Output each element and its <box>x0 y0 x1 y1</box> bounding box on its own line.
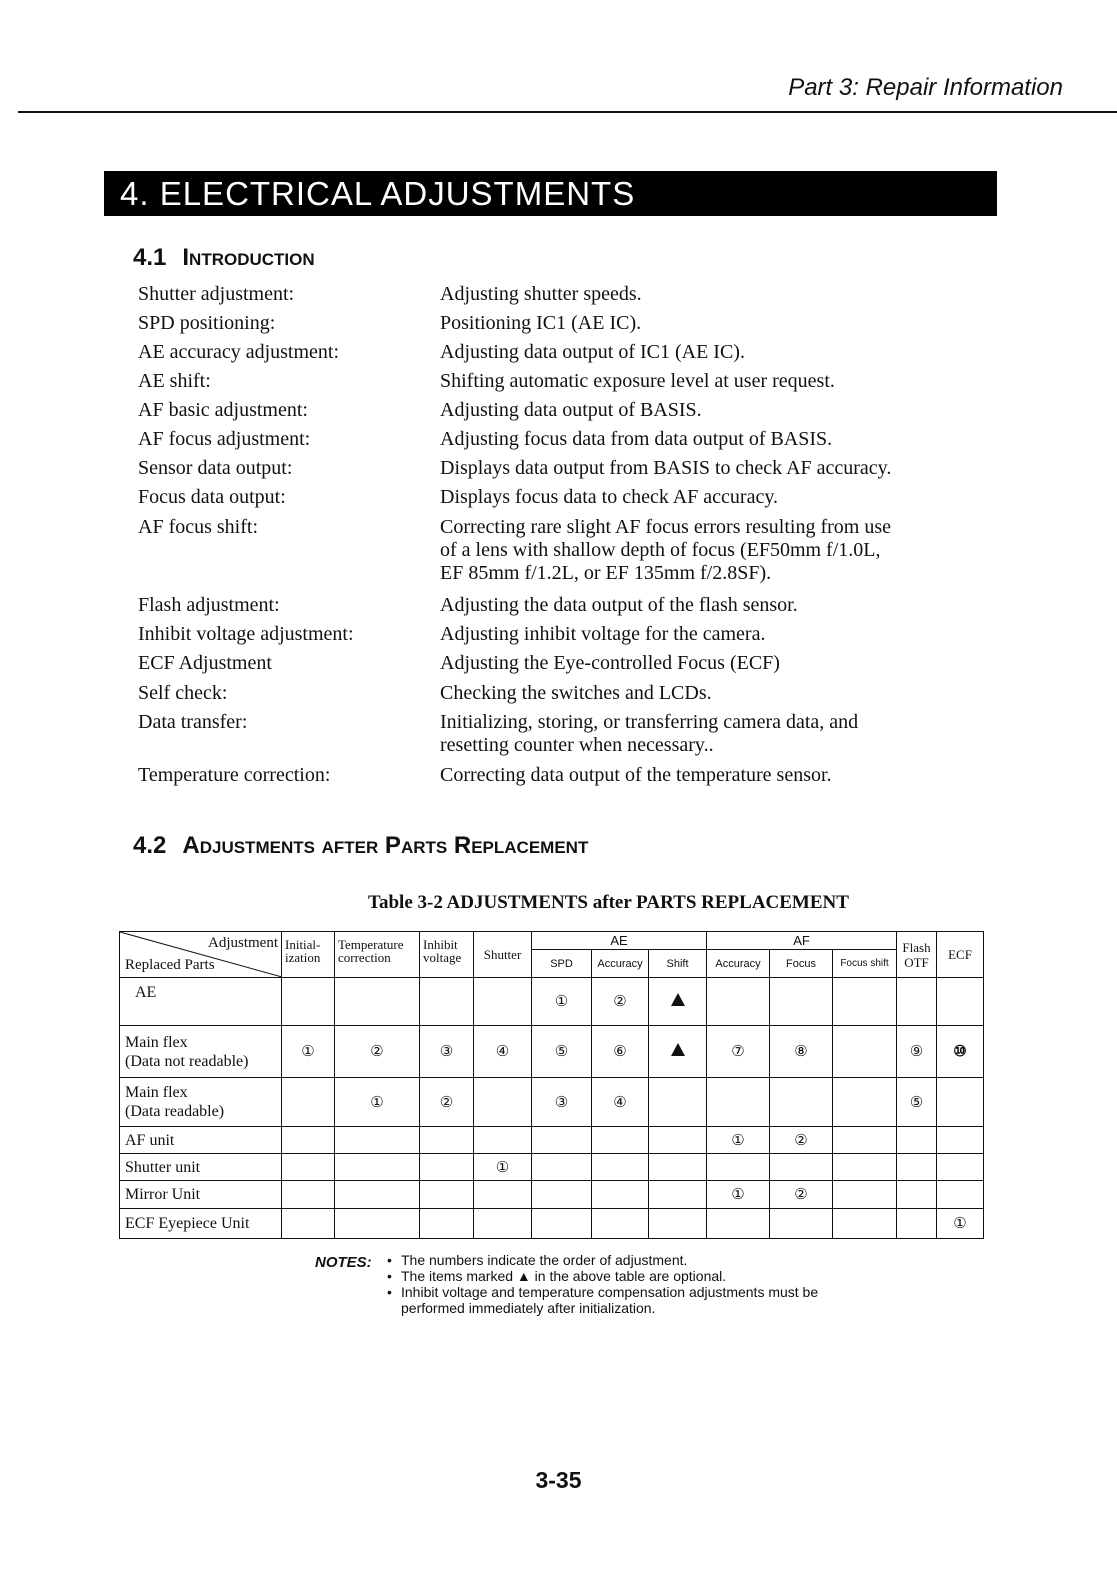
cell-inhibit <box>420 1209 474 1239</box>
intro-term: Shutter adjustment: <box>138 283 295 305</box>
cell-af-focus-shift <box>833 1078 897 1127</box>
intro-description-line: Adjusting focus data from data output of BASIS. <box>440 428 833 450</box>
cell-af-focus-shift <box>833 1209 897 1239</box>
order-number: ④ <box>613 1094 627 1111</box>
order-number: ⑤ <box>909 1094 924 1111</box>
cell-flash-otf <box>897 1078 937 1127</box>
cell-shutter <box>474 978 532 1026</box>
page-number <box>0 1467 1117 1494</box>
row-part-label <box>120 1181 282 1209</box>
cell-flash-otf <box>897 1127 937 1154</box>
cell-ae-shift <box>649 1026 707 1078</box>
intro-description-line: Initializing, storing, or transferring camera data, and <box>440 711 859 733</box>
cell-shutter <box>474 1026 532 1078</box>
intro-description-line: Shifting automatic exposure level at user request. <box>440 370 835 392</box>
intro-item <box>138 457 998 486</box>
header-shutter: Shutter <box>474 932 532 978</box>
running-header: Part 3: Repair Information <box>788 74 1063 101</box>
row-part-label <box>120 1026 282 1078</box>
cell-initialization <box>282 1078 335 1127</box>
intro-term: AF focus adjustment: <box>138 428 311 450</box>
notes-list <box>387 1252 821 1316</box>
cell-ecf <box>937 1127 984 1154</box>
cell-initialization <box>282 1181 335 1209</box>
intro-description <box>440 711 998 764</box>
intro-description-line: Adjusting inhibit voltage for the camera. <box>440 623 766 645</box>
row-part-label <box>120 1078 282 1127</box>
table-row <box>120 1078 984 1127</box>
cell-ae-shift <box>649 1181 707 1209</box>
intro-description-line: Correcting data output of the temperature sensor. <box>440 764 832 786</box>
intro-description-line: resetting counter when necessary.. <box>440 734 714 756</box>
corner-header-adjustment: Adjustment <box>208 935 278 951</box>
order-number: ② <box>439 1094 454 1111</box>
section-title: Introduction <box>182 244 315 271</box>
table-row <box>120 1127 984 1154</box>
cell-ae-shift <box>649 1127 707 1154</box>
cell-inhibit <box>420 1127 474 1154</box>
header-inhibit-line2: voltage <box>423 950 462 965</box>
order-number: ① <box>495 1159 510 1176</box>
note-item: • Inhibit voltage and temperature compensation adjustments must be performed immediately after initialization. <box>387 1284 821 1316</box>
table-row <box>120 1154 984 1181</box>
cell-flash-otf <box>897 1209 937 1239</box>
cell-af-accuracy <box>707 978 770 1026</box>
order-number: ② <box>794 1187 808 1203</box>
cell-af-accuracy <box>707 1078 770 1127</box>
order-number: ② <box>613 994 627 1010</box>
table-body <box>120 978 984 1239</box>
cell-temperature <box>335 1154 420 1181</box>
cell-af-accuracy <box>707 1026 770 1078</box>
intro-description <box>440 486 998 516</box>
intro-description <box>440 764 998 793</box>
cell-ae-accuracy <box>592 1209 649 1239</box>
order-number: ③ <box>439 1044 454 1060</box>
note-item: • The numbers indicate the order of adjustment. <box>387 1252 821 1268</box>
table-row <box>120 1026 984 1078</box>
header-flash-otf <box>897 932 937 978</box>
row-part-line: AE <box>135 984 157 1001</box>
intro-description <box>440 341 998 370</box>
header-temperature-line1: Temperature <box>338 937 404 952</box>
header-ae-shift: Shift <box>649 950 707 978</box>
intro-description-line: Correcting rare slight AF focus errors resulting from use <box>440 516 892 538</box>
order-number: ⑨ <box>909 1044 924 1060</box>
cell-initialization <box>282 1026 335 1078</box>
corner-header-replaced-parts: Replaced Parts <box>125 957 215 973</box>
cell-flash-otf <box>897 978 937 1026</box>
intro-term: Inhibit voltage adjustment: <box>138 623 354 645</box>
header-temperature <box>335 932 420 978</box>
page-number-text: 3-35 <box>535 1467 582 1493</box>
intro-description <box>440 623 998 652</box>
row-part-line: Shutter unit <box>125 1158 201 1176</box>
header-af-focus: Focus <box>770 950 833 978</box>
cell-af-focus <box>770 1026 833 1078</box>
cell-ae-shift <box>649 1154 707 1181</box>
order-number: ① <box>731 1187 745 1203</box>
cell-af-focus-shift <box>833 1154 897 1181</box>
intro-term: AF focus shift: <box>138 516 258 538</box>
cell-shutter <box>474 1078 532 1127</box>
header-temperature-line2: correction <box>338 950 391 965</box>
intro-term: Data transfer: <box>138 711 248 733</box>
intro-term: SPD positioning: <box>138 312 276 334</box>
order-number: ⑧ <box>794 1044 808 1060</box>
intro-item <box>138 312 998 341</box>
cell-temperature <box>335 1078 420 1127</box>
cell-flash-otf <box>897 1026 937 1078</box>
cell-ae-shift <box>649 978 707 1026</box>
intro-term: AF basic adjustment: <box>138 399 308 421</box>
intro-term: Focus data output: <box>138 486 286 508</box>
header-af-focus-shift: Focus shift <box>833 950 897 978</box>
intro-item <box>138 283 998 312</box>
cell-inhibit <box>420 1078 474 1127</box>
intro-item <box>138 428 998 457</box>
header-af-group: AF <box>707 932 897 950</box>
cell-af-accuracy <box>707 1154 770 1181</box>
cell-af-focus <box>770 978 833 1026</box>
section-heading-introduction <box>133 244 315 272</box>
row-part-label <box>120 1209 282 1239</box>
cell-ae-spd <box>532 1127 592 1154</box>
order-number: ⑩ <box>953 1044 967 1060</box>
corner-header <box>120 932 282 978</box>
cell-flash-otf <box>897 1181 937 1209</box>
intro-description-line: of a lens with shallow depth of focus (EF50mm f/1.0L, <box>440 539 881 561</box>
order-number: ① <box>301 1044 315 1060</box>
cell-af-focus-shift <box>833 1026 897 1078</box>
order-number: ⑥ <box>613 1044 627 1060</box>
cell-ae-accuracy <box>592 1127 649 1154</box>
intro-term: Self check: <box>138 682 228 704</box>
cell-temperature <box>335 1026 420 1078</box>
header-inhibit-line1: Inhibit <box>423 937 458 952</box>
cell-ae-accuracy <box>592 1181 649 1209</box>
order-number: ⑤ <box>554 1044 569 1060</box>
order-number: ① <box>953 1216 967 1232</box>
header-flash-line1: Flash <box>902 939 931 955</box>
cell-ae-shift <box>649 1078 707 1127</box>
cell-af-focus-shift <box>833 978 897 1026</box>
cell-af-focus-shift <box>833 1181 897 1209</box>
intro-item <box>138 370 998 399</box>
order-number: ④ <box>495 1044 510 1060</box>
intro-description-line: EF 85mm f/1.2L, or EF 135mm f/2.8SF). <box>440 562 772 584</box>
order-number: ⑦ <box>731 1044 745 1060</box>
cell-temperature <box>335 1181 420 1209</box>
cell-inhibit <box>420 1181 474 1209</box>
cell-af-accuracy <box>707 1181 770 1209</box>
order-number: ① <box>554 994 569 1010</box>
intro-description-line: Adjusting the Eye-controlled Focus (ECF) <box>440 652 780 674</box>
header-inhibit <box>420 932 474 978</box>
cell-ae-accuracy <box>592 978 649 1026</box>
cell-af-focus <box>770 1209 833 1239</box>
row-part-line: (Data readable) <box>125 1103 225 1120</box>
intro-description-line: Adjusting data output of BASIS. <box>440 399 702 421</box>
cell-ae-spd <box>532 1026 592 1078</box>
row-part-line: Main flex <box>125 1033 188 1051</box>
header-initialization <box>282 932 335 978</box>
cell-af-accuracy <box>707 1127 770 1154</box>
cell-shutter <box>474 1154 532 1181</box>
cell-temperature <box>335 1209 420 1239</box>
intro-item <box>138 399 998 428</box>
cell-inhibit <box>420 1154 474 1181</box>
row-part-line: Mirror Unit <box>125 1186 201 1203</box>
cell-initialization <box>282 978 335 1026</box>
intro-term: Temperature correction: <box>138 764 331 786</box>
intro-item <box>138 341 998 370</box>
order-number: ③ <box>554 1094 569 1111</box>
cell-ecf <box>937 1078 984 1127</box>
intro-term: Sensor data output: <box>138 457 293 479</box>
table-caption-text: Table 3-2 ADJUSTMENTS after PARTS REPLACEMENT <box>368 892 849 913</box>
intro-description-line: Adjusting data output of IC1 (AE IC). <box>440 341 745 363</box>
cell-af-focus <box>770 1181 833 1209</box>
intro-description <box>440 370 998 399</box>
notes-label: NOTES: <box>315 1254 372 1271</box>
intro-description <box>440 652 998 682</box>
intro-description <box>440 516 998 594</box>
row-part-label <box>120 1154 282 1181</box>
row-part-line: Main flex <box>125 1084 188 1101</box>
header-ae-accuracy: Accuracy <box>592 950 649 978</box>
cell-shutter <box>474 1181 532 1209</box>
intro-term: AE shift: <box>138 370 211 392</box>
intro-item <box>138 486 998 516</box>
intro-item <box>138 764 998 793</box>
table-row <box>120 1209 984 1239</box>
intro-item <box>138 682 998 711</box>
cell-ae-spd <box>532 978 592 1026</box>
cell-ae-spd <box>532 1181 592 1209</box>
header-af-accuracy: Accuracy <box>707 950 770 978</box>
cell-ecf <box>937 978 984 1026</box>
intro-item <box>138 652 998 682</box>
header-rule <box>18 111 1117 113</box>
adjustments-table <box>119 931 984 1239</box>
header-ecf: ECF <box>937 932 984 978</box>
intro-description <box>440 594 998 623</box>
order-number: ① <box>370 1094 384 1111</box>
optional-triangle-icon <box>671 1043 685 1056</box>
intro-description <box>440 428 998 457</box>
row-part-label <box>120 978 282 1026</box>
intro-item <box>138 516 998 594</box>
cell-af-accuracy <box>707 1209 770 1239</box>
header-ae-spd: SPD <box>532 950 592 978</box>
section-number: 4.2 <box>133 832 167 859</box>
intro-term: Flash adjustment: <box>138 594 280 616</box>
table-row <box>120 1181 984 1209</box>
header-flash-line2: OTF <box>904 954 929 970</box>
cell-af-focus-shift <box>833 1127 897 1154</box>
note-item: • The items marked ▲ in the above table are optional. <box>387 1268 821 1284</box>
cell-ecf <box>937 1154 984 1181</box>
section-number: 4.1 <box>133 244 167 271</box>
intro-description <box>440 682 998 711</box>
row-part-line: ECF Eyepiece Unit <box>125 1215 250 1232</box>
intro-description-line: Adjusting shutter speeds. <box>440 283 642 305</box>
cell-ae-accuracy <box>592 1026 649 1078</box>
cell-ecf <box>937 1181 984 1209</box>
intro-item <box>138 594 998 623</box>
order-number: ② <box>370 1044 384 1060</box>
cell-af-focus <box>770 1154 833 1181</box>
intro-description-line: Adjusting the data output of the flash sensor. <box>440 594 798 616</box>
table-row <box>120 978 984 1026</box>
cell-ae-spd <box>532 1154 592 1181</box>
intro-description <box>440 312 998 341</box>
intro-description <box>440 457 998 486</box>
header-initialization-line2: ization <box>285 950 321 965</box>
cell-shutter <box>474 1209 532 1239</box>
intro-description-line: Checking the switches and LCDs. <box>440 682 712 704</box>
cell-inhibit <box>420 978 474 1026</box>
section-title: Adjustments after Parts Replacement <box>182 832 589 859</box>
section-heading-adjustments <box>133 832 588 860</box>
row-part-label <box>120 1127 282 1154</box>
intro-description-line: Displays data output from BASIS to check AF accuracy. <box>440 457 892 479</box>
cell-shutter <box>474 1127 532 1154</box>
header-initialization-line1: Initial- <box>285 937 321 952</box>
order-number: ② <box>794 1132 808 1149</box>
row-part-line: AF unit <box>125 1131 175 1149</box>
intro-description-line: Positioning IC1 (AE IC). <box>440 312 642 334</box>
intro-description <box>440 399 998 428</box>
table-caption <box>0 892 1117 914</box>
cell-initialization <box>282 1154 335 1181</box>
intro-item <box>138 711 998 764</box>
cell-ae-accuracy <box>592 1078 649 1127</box>
cell-temperature <box>335 1127 420 1154</box>
cell-initialization <box>282 1209 335 1239</box>
cell-ae-spd <box>532 1209 592 1239</box>
cell-ecf <box>937 1209 984 1239</box>
order-number: ① <box>731 1132 745 1149</box>
header-ae-group: AE <box>532 932 707 950</box>
cell-ae-accuracy <box>592 1154 649 1181</box>
intro-description <box>440 283 998 312</box>
intro-term: AE accuracy adjustment: <box>138 341 340 363</box>
cell-af-focus <box>770 1078 833 1127</box>
optional-triangle-icon <box>671 993 685 1006</box>
cell-ae-shift <box>649 1209 707 1239</box>
chapter-title: 4. ELECTRICAL ADJUSTMENTS <box>104 171 997 216</box>
intro-description-line: Displays focus data to check AF accuracy. <box>440 486 779 508</box>
intro-term: ECF Adjustment <box>138 652 272 674</box>
cell-inhibit <box>420 1026 474 1078</box>
cell-ae-spd <box>532 1078 592 1127</box>
notes <box>315 1252 821 1316</box>
cell-af-focus <box>770 1127 833 1154</box>
cell-initialization <box>282 1127 335 1154</box>
cell-flash-otf <box>897 1154 937 1181</box>
cell-ecf <box>937 1026 984 1078</box>
intro-item <box>138 623 998 652</box>
intro-definition-list <box>138 283 998 793</box>
cell-temperature <box>335 978 420 1026</box>
row-part-line: (Data not readable) <box>125 1052 249 1070</box>
